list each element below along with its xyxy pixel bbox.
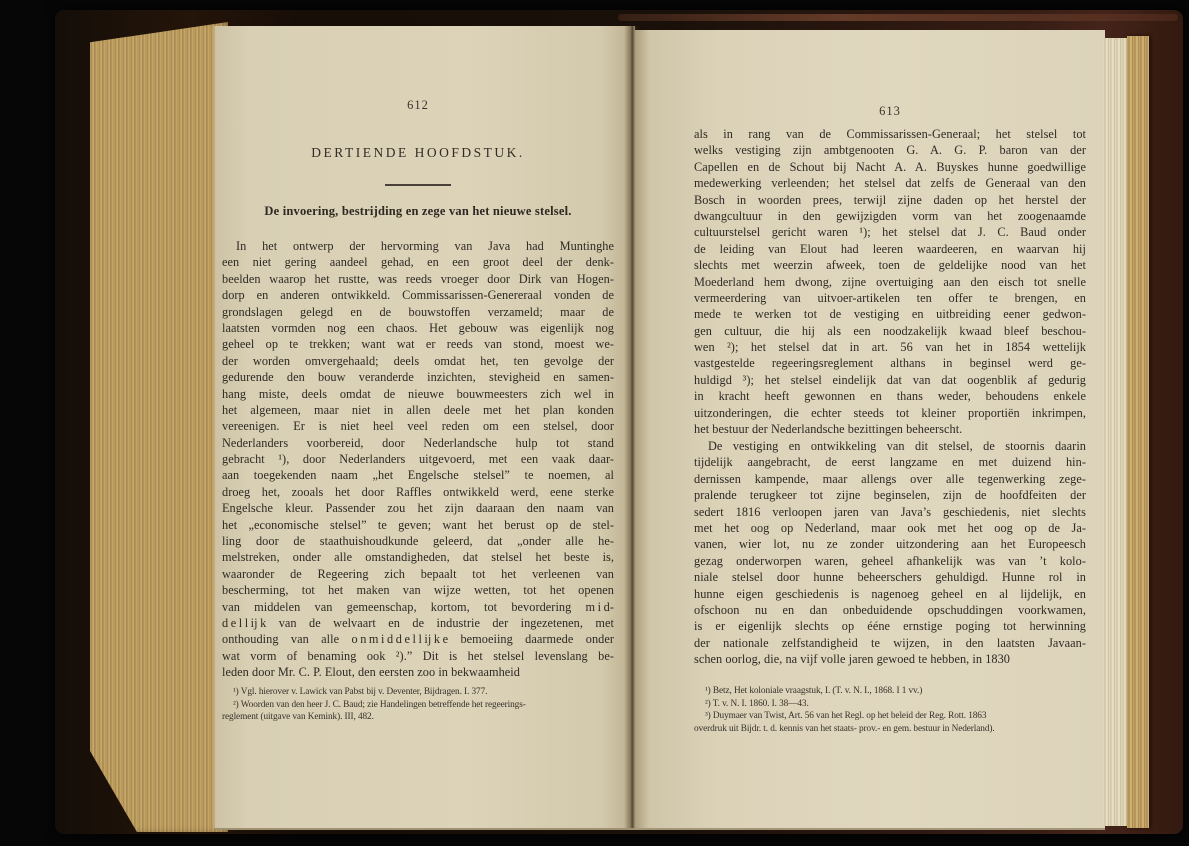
text-line: aan toegekenden naam „het Engelsche stelsel” te noemen, al xyxy=(222,468,614,483)
text-line: ofschoon nu en dan onbeduidende opschuddingen voorkwamen, xyxy=(694,602,1086,617)
text-line: gezag onderworpen waren, geheel afhankelijk was van ’t kolo- xyxy=(694,553,1086,568)
text-line: niale stelsel door hunne beheerschers gehuldigd. Hunne rol in xyxy=(694,570,1086,585)
left-page-edges xyxy=(90,22,228,832)
text-line: pralende terugkeer tot zijne beginselen, zijn de hoofdfeiten der xyxy=(694,488,1086,503)
section-heading: De invoering, bestrijding en zege van het nieuwe stelsel. xyxy=(264,204,572,218)
text-line: grondslagen gelegd en de bouwstoffen verzameld; maar de xyxy=(222,304,614,319)
text-line: wen ²); het stelsel dat in art. 56 van het in 1854 wettelijk xyxy=(694,340,1086,355)
text-line: melstreken, onder alle omstandigheden, dat stelsel het beste is, xyxy=(222,550,614,565)
cover-top-bevel xyxy=(618,14,1178,21)
text-line: is er eigenlijk slechts op ééne ernstige poging tot herwinning xyxy=(694,619,1086,634)
footnote-line: ²) Woorden van den heer J. C. Baud; zie Handelingen betreffende het regeerings- xyxy=(233,699,526,710)
footnote-line: ²) T. v. N. I. 1860. I. 38—43. xyxy=(705,698,809,709)
right-page-edges xyxy=(1127,36,1149,828)
page-number-right: 613 xyxy=(879,104,901,118)
footnote-line: ³) Duymaer van Twist, Art. 56 van het Regl. op het beleid der Reg. Rott. 1863 xyxy=(705,711,987,722)
text-line: mede te werken tot de vestiging en uitbreiding eener gedwon- xyxy=(694,307,1086,322)
text-line: dwangcultuur in den gewijzigden vorm van het zoogenaamde xyxy=(694,208,1086,223)
text-line: leden door Mr. C. P. Elout, den eersten zoo in bekwaamheid xyxy=(222,665,520,680)
text-line: Bosch in woorden prees, terwijl zijne daden op het herstel der xyxy=(694,192,1086,207)
text-line: slechts met weerzin afweek, toen de geldelijke nood van het xyxy=(694,258,1086,273)
text-line: gedurende den bouw veranderde inzichten, stevigheid en samen- xyxy=(222,370,614,385)
footnote-line: ¹) Betz, Het koloniale vraagstuk, I. (T. v. N. I., 1868. I 1 vv.) xyxy=(705,686,923,696)
text-line: Moederland hem dwong, zijne overtuiging aan den eisch tot snelle xyxy=(694,274,1086,289)
footnote xyxy=(694,685,1086,698)
text-line: bescherming, tot het maken van wijze wetten, tot het openen xyxy=(222,583,614,598)
text-line: Engelsche kleur. Passender zou het zijn daaraan den naam van xyxy=(222,501,614,516)
text-line: der nationale zelfstandigheid te wijzen, in den laatsten Javaan- xyxy=(694,635,1086,650)
page-number-left: 612 xyxy=(407,98,429,112)
text-line: als in rang van de Commissarissen-Generaal; het stelsel tot xyxy=(694,127,1086,141)
text-line: dorp en anderen ontwikkeld. Commissarissen-Genereraal vonden de xyxy=(222,288,614,303)
footnote-line: reglement (uitgave van Kemink). III, 482. xyxy=(222,712,374,723)
text-line: schen oorlog, die, na vijf volle jaren gewoed te hebben, in 1830 xyxy=(694,652,1010,667)
text-line: der worden omvergehaald; deels omdat het, ten gevolge der xyxy=(222,353,614,368)
text-line: gebracht ¹), door Nederlanders uitgevoerd, met een vaak daar- xyxy=(222,452,614,467)
text-line: beelden waarop het rustte, was reeds vroeger door Dirk van Hogen- xyxy=(222,271,614,286)
footnote xyxy=(222,699,614,724)
body-paragraph-right-2 xyxy=(694,438,1086,667)
footnote xyxy=(694,698,1086,711)
text-line: dernissen kampende, maar allengs over alle tegenwerking zege- xyxy=(694,471,1086,486)
text-line: een niet gering aandeel gehad, en een groot deel der denk- xyxy=(222,255,614,270)
text-line: onthouding van alle o n m i d d e l l ij k e bemoeiing daarmede onder xyxy=(222,632,614,647)
text-line: geheel op te trekken; want wat er reeds van stond, moest we- xyxy=(222,337,614,352)
text-line: de leiding van Elout had leeren waardeeren, en waarvan hij xyxy=(694,241,1086,256)
footnote xyxy=(222,686,614,699)
text-line: droeg het, zooals het door Raffles ontwikkeld werd, eene sterke xyxy=(222,484,614,499)
text-line: het algemeen, maar niet in allen deele met het plan konden xyxy=(222,402,614,417)
text-line: hunne eigen geschiedenis is nagenoeg geheel en al lijdelijk, en xyxy=(694,586,1086,601)
text-line: De vestiging en ontwikkeling van dit stelsel, de stoornis daarin xyxy=(708,439,1086,453)
text-line: met het oog op Nederland, maar ook met het oog op de Ja- xyxy=(694,520,1086,535)
left-page xyxy=(215,26,635,830)
text-line: sedert 1816 verloopen jaren van Java’s geschiedenis, niet slechts xyxy=(694,504,1086,519)
text-line: waaronder de Regeering zich bepaalt tot het verleenen van xyxy=(222,566,614,581)
text-line: tijdelijk aangebracht, de eerst langzame en met duizend hin- xyxy=(694,455,1086,470)
text-line: hang miste, deels omdat de nieuwe bouwmeesters zich wel in xyxy=(222,386,614,401)
footnotes-left xyxy=(222,686,614,724)
text-line: vermeerdering van uitvoer-artikelen ten offer te brengen, en xyxy=(694,290,1086,305)
body-paragraph-left xyxy=(222,238,614,681)
footnote xyxy=(694,710,1086,735)
text-line: in kracht heeft gewonnen en thans weder, behoudens enkele xyxy=(694,389,1086,404)
heading-rule xyxy=(385,184,451,186)
text-line: medewerking verleenden; het stelsel dat zelfs de Generaal van den xyxy=(694,176,1086,191)
text-line: laatsten vormden nog een chaos. Het gebouw was eigenlijk nog xyxy=(222,320,614,335)
text-line: van middelen van gemeenschap, kortom, tot bevordering m i d- xyxy=(222,599,614,614)
text-line: het „economische stelsel” te geven; want het berust op de stel- xyxy=(222,517,614,532)
right-fore-edge xyxy=(1103,38,1127,826)
text-line: wat vorm of benaming ook ²).” Dit is het stelsel levenslang be- xyxy=(222,648,614,663)
text-line: het bestuur der Nederlandsche bezittingen beheerscht. xyxy=(694,422,963,437)
body-paragraph-right-1 xyxy=(694,126,1086,437)
text-line: cultuurstelsel gericht waren ¹); het stelsel dat J. C. Baud onder xyxy=(694,225,1086,240)
chapter-heading: DERTIENDE HOOFDSTUK. xyxy=(311,145,525,160)
text-line: d e l l ij k van de welvaart en de industrie der ingezetenen, met xyxy=(222,615,614,630)
footnotes-right xyxy=(694,685,1086,735)
text-line: vanen, wier lot, nu ze zonder uitzondering aan het Europeesch xyxy=(694,537,1086,552)
text-line: uitzonderingen, die echter steeds tot kleiner proportiën inkrimpen, xyxy=(694,405,1086,420)
text-line: gen cultuur, die hij als een noodzakelijk kwaad bleef beschou- xyxy=(694,323,1086,338)
text-line: vastgestelde regeeringsreglement althans in beginsel werd ge- xyxy=(694,356,1086,371)
text-line: welks vestiging zijn ambtgenooten G. A. G. P. baron van der xyxy=(694,143,1086,158)
right-page xyxy=(635,30,1105,830)
text-line: vereenigen. Er is niet heel veel reden om een stelsel, door xyxy=(222,419,614,434)
footnote-line: ¹) Vgl. hierover v. Lawick van Pabst bij v. Deventer, Bijdragen. I. 377. xyxy=(233,687,488,697)
text-line: Nederlanders voorbereid, door Nederlandsche hulp tot stand xyxy=(222,435,614,450)
text-line: huldigd ³); het stelsel eindelijk dat van dat oogenblik af gedurig xyxy=(694,372,1086,387)
text-line: Capellen en de Schout bij Nacht A. A. Buyskes hunne goedwillige xyxy=(694,159,1086,174)
footnote-line: overdruk uit Bijdr. t. d. kennis van het staats- prov.- en gem. bestuur in Nederland). xyxy=(694,723,995,734)
text-line: ling door de staathuishoudkunde geleerd, dat „onder alle he- xyxy=(222,534,614,549)
text-line: In het ontwerp der hervorming van Java had Muntinghe xyxy=(236,239,614,253)
